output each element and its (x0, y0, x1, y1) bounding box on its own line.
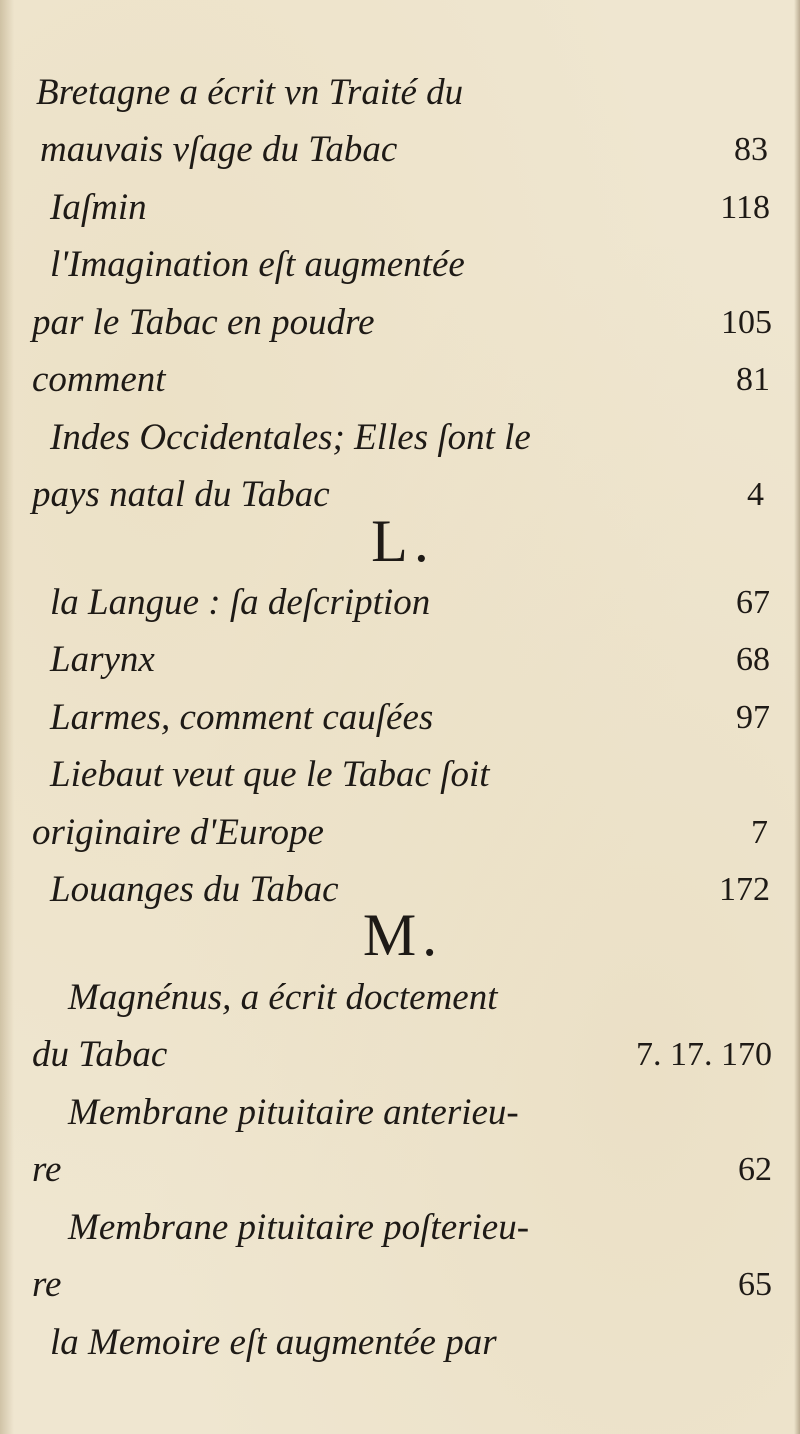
entry-page-number: 7. 17. 170 (636, 1036, 772, 1073)
index-entry (0, 973, 800, 1023)
index-entry (0, 1030, 800, 1080)
index-entry (0, 1260, 800, 1310)
entry-text: Membrane pituitaire anterieu- (68, 1092, 519, 1133)
index-entry (0, 693, 800, 743)
entry-text: Membrane pituitaire poſterieu- (68, 1207, 530, 1248)
entry-text: pays natal du Tabac (32, 474, 330, 515)
section-letter-m (0, 900, 800, 970)
section-letter-l (0, 506, 800, 576)
index-entry (0, 125, 800, 175)
entry-page-number: 83 (734, 131, 768, 168)
entry-page-number: 62 (738, 1151, 772, 1188)
entry-text: Larmes, comment cauſées (50, 697, 434, 738)
entry-page-number: 81 (736, 361, 770, 398)
entry-text: comment (32, 359, 166, 400)
index-entry (0, 298, 800, 348)
entry-page-number: 105 (721, 304, 772, 341)
entry-text: la Memoire eſt augmentée par (50, 1322, 497, 1363)
entry-text: Louanges du Tabac (50, 869, 339, 910)
entry-text: Iaſmin (50, 187, 147, 228)
entry-text: Bretagne a écrit vn Traité du (36, 72, 464, 113)
entry-page-number: 65 (738, 1266, 772, 1303)
entry-text: la Langue : ſa deſcription (50, 582, 431, 623)
entry-page-number: 67 (736, 584, 770, 621)
entry-text: par le Tabac en poudre (32, 302, 375, 343)
index-entry (0, 1145, 800, 1195)
entry-page-number: 97 (736, 699, 770, 736)
entry-text: Indes Occidentales; Elles ſont le (50, 417, 531, 458)
index-entry (0, 355, 800, 405)
entry-text: l'Imagination eſt augmentée (50, 244, 465, 285)
index-entry (0, 413, 800, 463)
index-entry (0, 240, 800, 290)
index-entry (0, 1088, 800, 1138)
index-entry (0, 750, 800, 800)
section-letter-dot: . (422, 902, 438, 968)
entry-page-number: 118 (720, 189, 770, 226)
index-entry (0, 1318, 800, 1368)
entry-text: re (32, 1264, 62, 1305)
entry-text: du Tabac (32, 1034, 168, 1075)
section-letter: M (362, 902, 417, 968)
section-letter-dot: . (413, 508, 429, 574)
entry-text: originaire d'Europe (32, 812, 324, 853)
entry-page-number: 68 (736, 641, 770, 678)
entry-text: Liebaut veut que le Tabac ſoit (50, 754, 490, 795)
section-letter: L (371, 508, 408, 574)
index-entry (0, 635, 800, 685)
index-entry (0, 578, 800, 628)
entry-page-number: 172 (719, 871, 770, 908)
entry-text: mauvais vſage du Tabac (40, 129, 398, 170)
entry-text: Magnénus, a écrit doctement (68, 977, 498, 1018)
entry-text: Larynx (50, 639, 155, 680)
index-entry (0, 183, 800, 233)
entry-text: re (32, 1149, 62, 1190)
entry-page-number: 4 (747, 476, 764, 513)
index-entry (0, 1203, 800, 1253)
index-entry (0, 68, 800, 118)
entry-page-number: 7 (751, 814, 768, 851)
index-entry (0, 808, 800, 858)
